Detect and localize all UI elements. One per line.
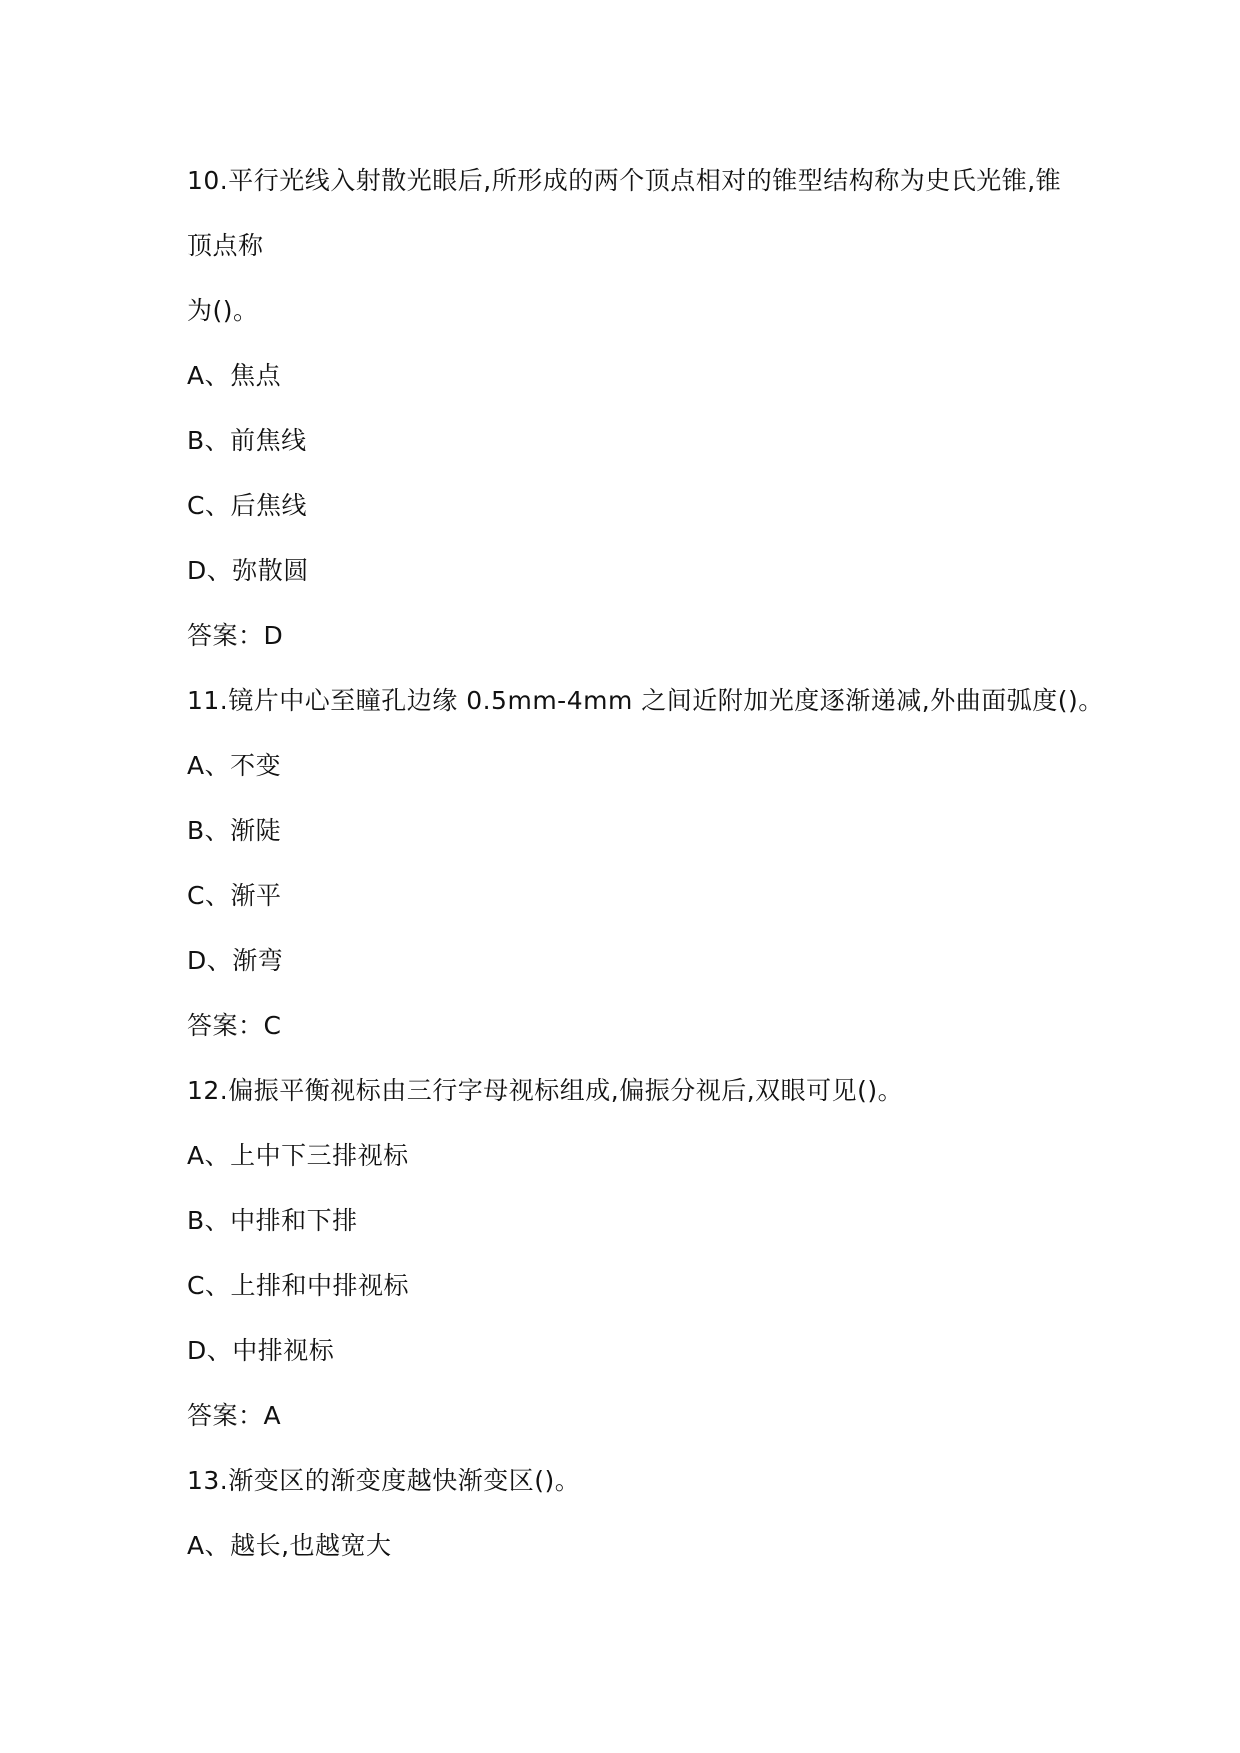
question-12-option-a: A、上中下三排视标 (187, 1141, 409, 1170)
question-10-option-c: C、后焦线 (187, 491, 307, 520)
question-11-answer: 答案：C (187, 1011, 282, 1040)
question-10-option-d: D、弥散圆 (187, 556, 309, 585)
question-10-stem-line-3: 为()。 (187, 296, 259, 325)
question-12-option-d: D、中排视标 (187, 1336, 335, 1365)
question-10-stem-line-2: 顶点称 (187, 231, 264, 260)
question-10-stem-line-1: 10.平行光线入射散光眼后,所形成的两个顶点相对的锥型结构称为史氏光锥,锥 (187, 166, 1062, 195)
question-12-option-c: C、上排和中排视标 (187, 1271, 409, 1300)
question-10-option-a: A、焦点 (187, 361, 282, 390)
question-13-stem: 13.渐变区的渐变度越快渐变区()。 (187, 1466, 581, 1495)
question-11-option-b: B、渐陡 (187, 816, 282, 845)
question-10-answer: 答案：D (187, 621, 284, 650)
question-11-option-d: D、渐弯 (187, 946, 284, 975)
question-10-option-b: B、前焦线 (187, 426, 307, 455)
question-11-option-a: A、不变 (187, 751, 282, 780)
question-12-option-b: B、中排和下排 (187, 1206, 358, 1235)
question-11-option-c: C、渐平 (187, 881, 282, 910)
question-11-stem: 11.镜片中心至瞳孔边缘 0.5mm-4mm 之间近附加光度逐渐递减,外曲面弧度()。 (187, 686, 1104, 715)
question-13-option-a: A、越长,也越宽大 (187, 1531, 392, 1560)
question-12-answer: 答案：A (187, 1401, 282, 1430)
question-12-stem: 12.偏振平衡视标由三行字母视标组成,偏振分视后,双眼可见()。 (187, 1076, 904, 1105)
